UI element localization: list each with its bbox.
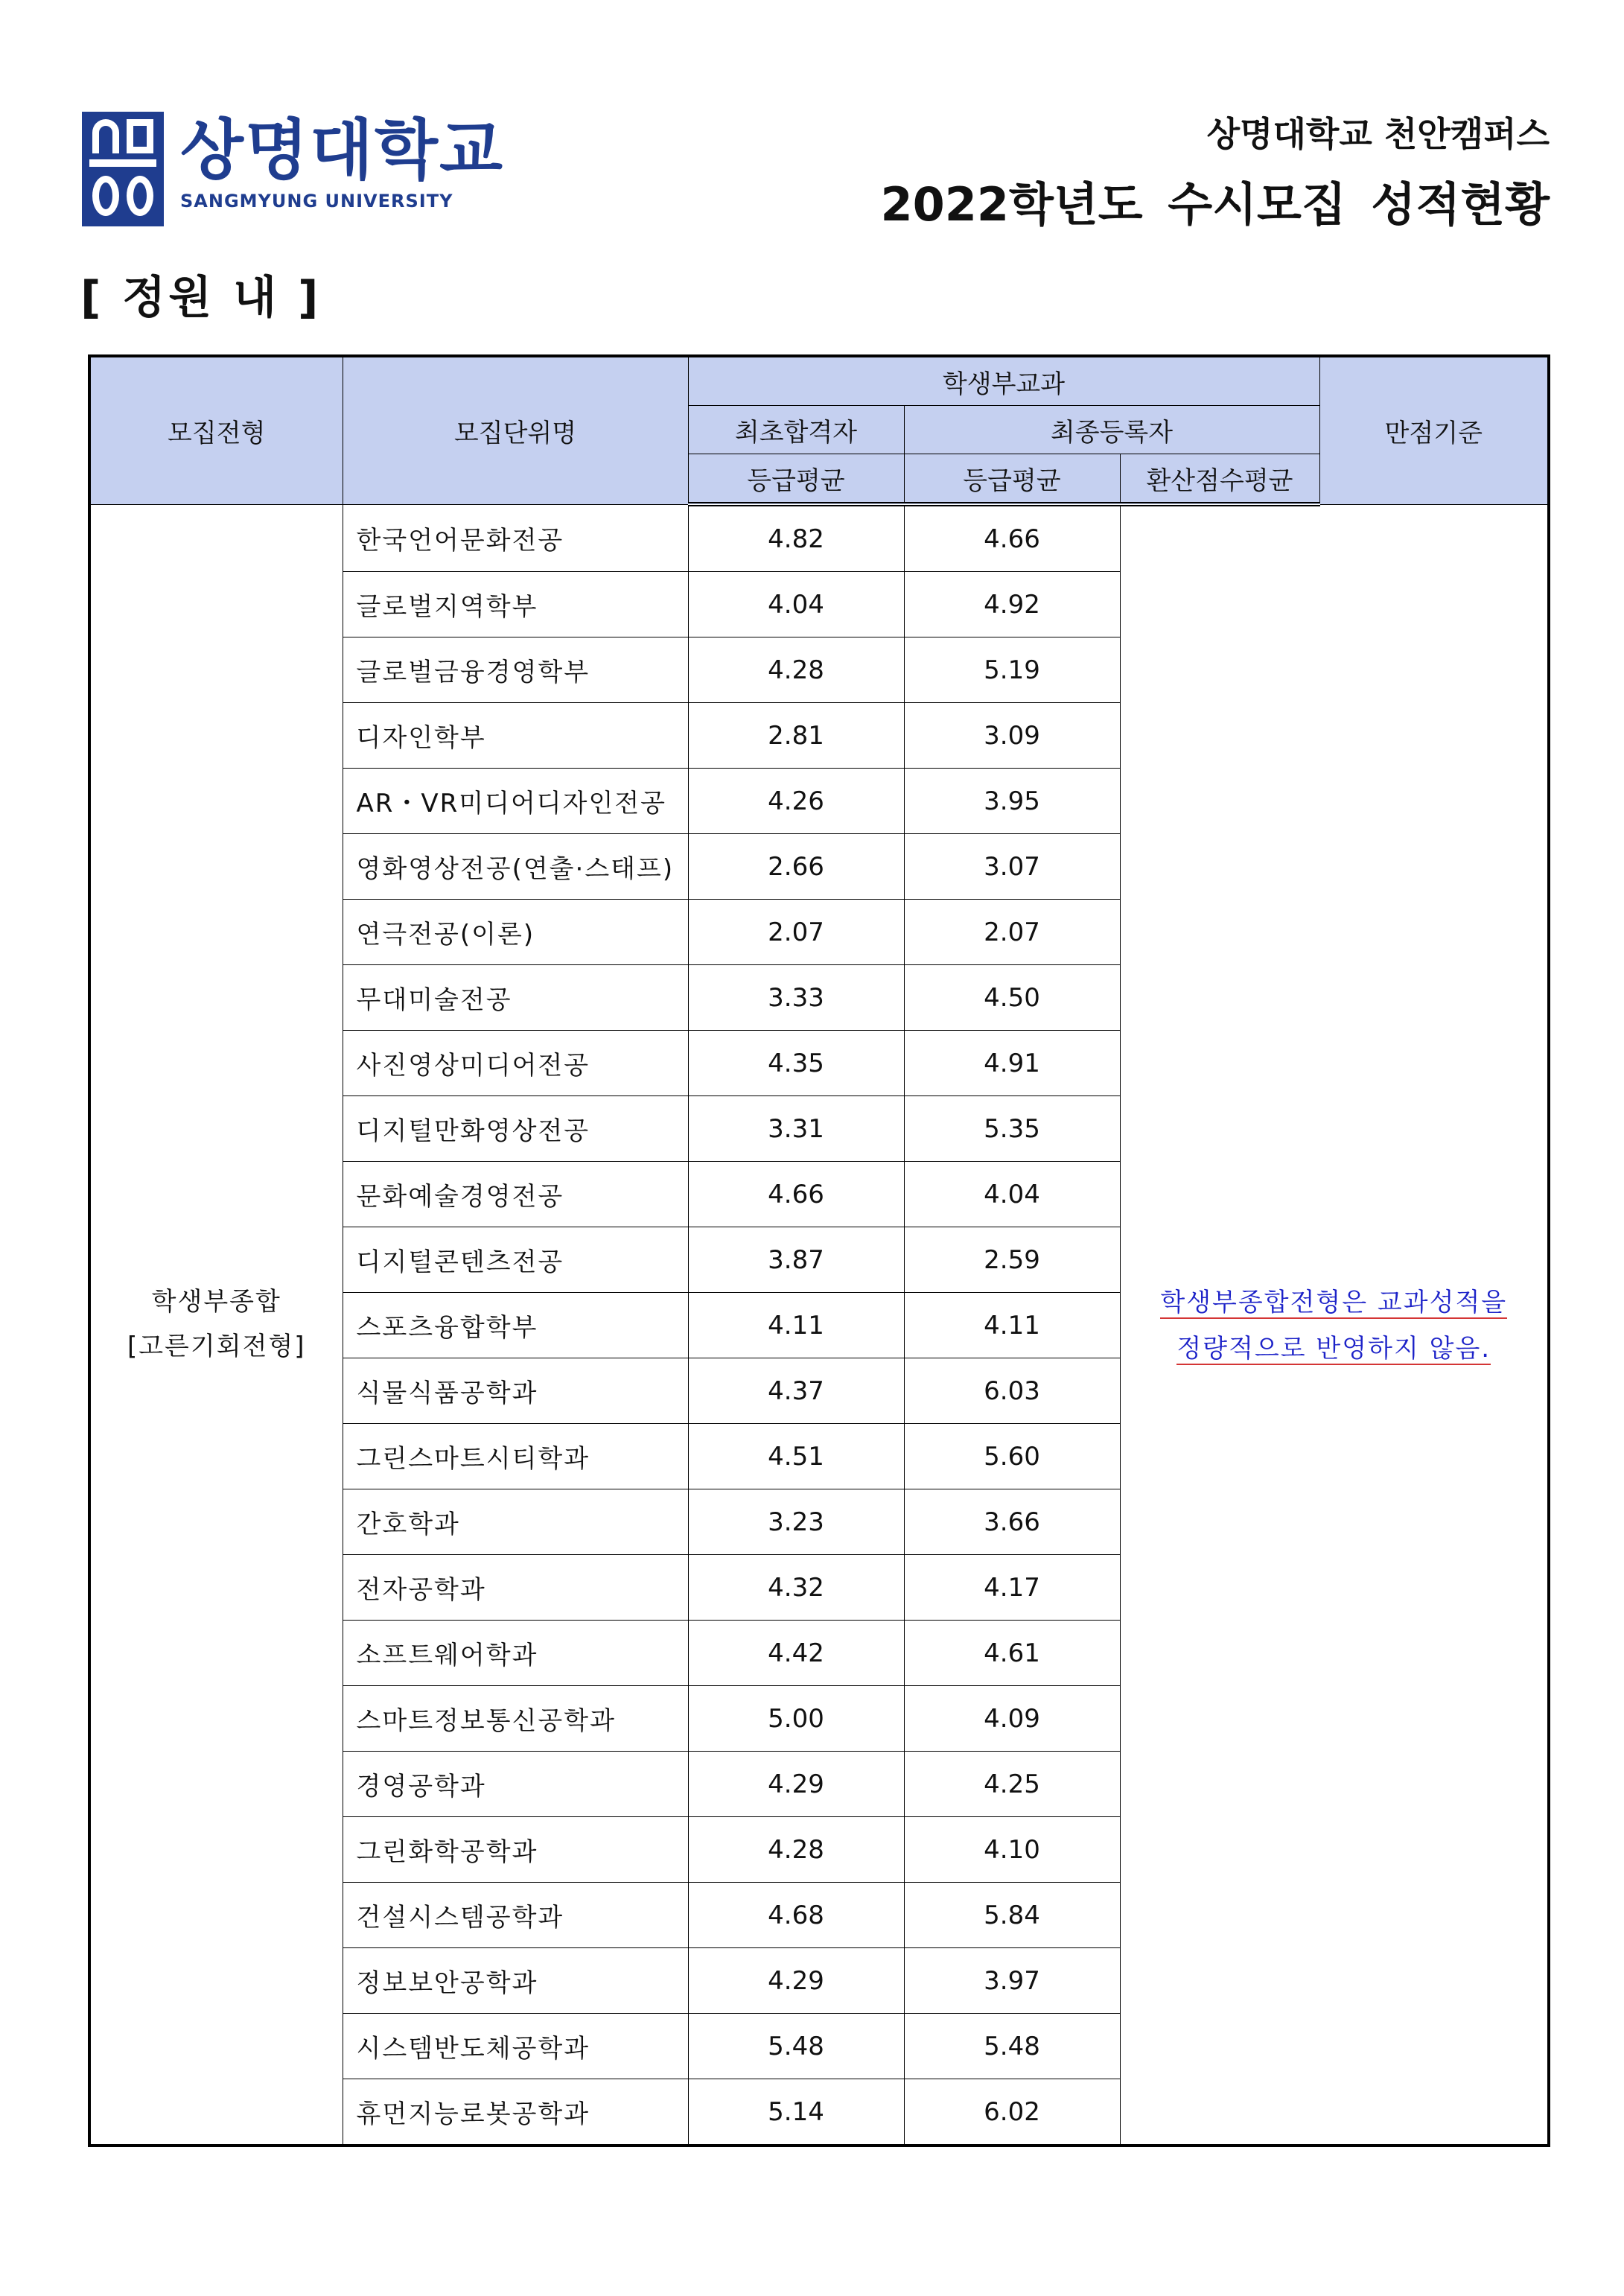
- table-row: [89, 504, 1549, 572]
- table-body: [89, 504, 1549, 2146]
- final-registrant-grade-cell: 3.97: [904, 1948, 1120, 2014]
- final-registrant-grade-cell: 5.35: [904, 1096, 1120, 1162]
- final-registrant-grade-cell: 4.11: [904, 1293, 1120, 1358]
- final-registrant-grade-cell: 2.59: [904, 1227, 1120, 1293]
- first-pass-grade-cell: 5.14: [688, 2079, 904, 2146]
- unit-name-cell: 한국언어문화전공: [343, 504, 688, 572]
- header-converted-score-average: 환산점수평균: [1120, 454, 1319, 505]
- admission-results-table: [88, 354, 1550, 2147]
- final-registrant-grade-cell: 4.10: [904, 1817, 1120, 1883]
- final-registrant-grade-cell: 4.25: [904, 1752, 1120, 1817]
- header-admission-type: 모집전형: [89, 356, 343, 504]
- unit-name-cell: 그린화학공학과: [343, 1817, 688, 1883]
- first-pass-grade-cell: 5.00: [688, 1686, 904, 1752]
- final-registrant-grade-cell: 3.07: [904, 834, 1120, 900]
- final-registrant-grade-cell: 4.92: [904, 572, 1120, 637]
- admission-type-line1: 학생부종합: [151, 1287, 281, 1317]
- first-pass-grade-cell: 4.32: [688, 1555, 904, 1621]
- final-registrant-grade-cell: 4.66: [904, 504, 1120, 572]
- final-registrant-grade-cell: 5.48: [904, 2014, 1120, 2079]
- university-logo: [82, 112, 504, 231]
- unit-name-cell: 경영공학과: [343, 1752, 688, 1817]
- final-registrant-grade-cell: 2.07: [904, 900, 1120, 965]
- university-emblem-icon: [82, 112, 164, 226]
- first-pass-grade-cell: 4.51: [688, 1424, 904, 1489]
- first-pass-grade-cell: 3.33: [688, 965, 904, 1031]
- campus-name: 상명대학교 천안캠퍼스: [1206, 114, 1550, 154]
- header-final-registrant: 최종등록자: [904, 406, 1319, 454]
- first-pass-grade-cell: 4.28: [688, 1817, 904, 1883]
- first-pass-grade-cell: 5.48: [688, 2014, 904, 2079]
- first-pass-grade-cell: 4.37: [688, 1358, 904, 1424]
- unit-name-cell: 연극전공(이론): [343, 900, 688, 965]
- header-unit-name: 모집단위명: [343, 356, 688, 504]
- unit-name-cell: AR・VR미디어디자인전공: [343, 769, 688, 834]
- first-pass-grade-cell: 3.87: [688, 1227, 904, 1293]
- first-pass-grade-cell: 3.23: [688, 1489, 904, 1555]
- final-registrant-grade-cell: 6.02: [904, 2079, 1120, 2146]
- note-cell: [1120, 504, 1549, 2146]
- unit-name-cell: 휴먼지능로봇공학과: [343, 2079, 688, 2146]
- final-registrant-grade-cell: 3.66: [904, 1489, 1120, 1555]
- header-first-pass: 최초합격자: [688, 406, 904, 454]
- first-pass-grade-cell: 4.04: [688, 572, 904, 637]
- final-registrant-grade-cell: 4.04: [904, 1162, 1120, 1227]
- first-pass-grade-cell: 4.29: [688, 1948, 904, 2014]
- unit-name-cell: 스마트정보통신공학과: [343, 1686, 688, 1752]
- logo-english-text: SANGMYUNG UNIVERSITY: [180, 191, 453, 212]
- first-pass-grade-cell: 4.29: [688, 1752, 904, 1817]
- first-pass-grade-cell: 3.31: [688, 1096, 904, 1162]
- unit-name-cell: 글로벌금융경영학부: [343, 637, 688, 703]
- unit-name-cell: 건설시스템공학과: [343, 1883, 688, 1948]
- first-pass-grade-cell: 4.66: [688, 1162, 904, 1227]
- header-grade-average-first: 등급평균: [688, 454, 904, 505]
- final-registrant-grade-cell: 4.91: [904, 1031, 1120, 1096]
- first-pass-grade-cell: 4.82: [688, 504, 904, 572]
- unit-name-cell: 정보보안공학과: [343, 1948, 688, 2014]
- unit-name-cell: 시스템반도체공학과: [343, 2014, 688, 2079]
- header-grade-average-final: 등급평균: [904, 454, 1120, 505]
- final-registrant-grade-cell: 5.84: [904, 1883, 1120, 1948]
- document-title: 2022학년도 수시모집 성적현황: [880, 177, 1550, 232]
- final-registrant-grade-cell: 4.09: [904, 1686, 1120, 1752]
- first-pass-grade-cell: 2.07: [688, 900, 904, 965]
- unit-name-cell: 스포츠융합학부: [343, 1293, 688, 1358]
- unit-name-cell: 무대미술전공: [343, 965, 688, 1031]
- document-header: [880, 112, 1550, 238]
- final-registrant-grade-cell: 5.60: [904, 1424, 1120, 1489]
- unit-name-cell: 영화영상전공(연출·스태프): [343, 834, 688, 900]
- first-pass-grade-cell: 4.68: [688, 1883, 904, 1948]
- final-registrant-grade-cell: 4.50: [904, 965, 1120, 1031]
- note-line2: 정량적으로 반영하지 않음.: [1176, 1333, 1491, 1364]
- first-pass-grade-cell: 4.35: [688, 1031, 904, 1096]
- unit-name-cell: 간호학과: [343, 1489, 688, 1555]
- unit-name-cell: 소프트웨어학과: [343, 1621, 688, 1686]
- unit-name-cell: 사진영상미디어전공: [343, 1031, 688, 1096]
- final-registrant-grade-cell: 3.95: [904, 769, 1120, 834]
- unit-name-cell: 식물식품공학과: [343, 1358, 688, 1424]
- note-line1: 학생부종합전형은 교과성적을: [1160, 1287, 1508, 1317]
- unit-name-cell: 디지털콘텐츠전공: [343, 1227, 688, 1293]
- first-pass-grade-cell: 4.11: [688, 1293, 904, 1358]
- final-registrant-grade-cell: 4.61: [904, 1621, 1120, 1686]
- header-max-score: 만점기준: [1319, 356, 1549, 504]
- unit-name-cell: 그린스마트시티학과: [343, 1424, 688, 1489]
- final-registrant-grade-cell: 4.17: [904, 1555, 1120, 1621]
- admission-type-line2: [고른기회전형]: [127, 1332, 306, 1362]
- section-label: [ 정원 내 ]: [80, 272, 322, 324]
- final-registrant-grade-cell: 6.03: [904, 1358, 1120, 1424]
- header-group-transcript: 학생부교과: [688, 356, 1319, 406]
- final-registrant-grade-cell: 3.09: [904, 703, 1120, 769]
- admission-type-cell: [89, 504, 343, 2146]
- logo-korean-text: 상명대학교: [180, 112, 505, 188]
- unit-name-cell: 전자공학과: [343, 1555, 688, 1621]
- unit-name-cell: 글로벌지역학부: [343, 572, 688, 637]
- first-pass-grade-cell: 4.42: [688, 1621, 904, 1686]
- unit-name-cell: 디지털만화영상전공: [343, 1096, 688, 1162]
- unit-name-cell: 디자인학부: [343, 703, 688, 769]
- first-pass-grade-cell: 4.28: [688, 637, 904, 703]
- first-pass-grade-cell: 4.26: [688, 769, 904, 834]
- first-pass-grade-cell: 2.66: [688, 834, 904, 900]
- final-registrant-grade-cell: 5.19: [904, 637, 1120, 703]
- first-pass-grade-cell: 2.81: [688, 703, 904, 769]
- unit-name-cell: 문화예술경영전공: [343, 1162, 688, 1227]
